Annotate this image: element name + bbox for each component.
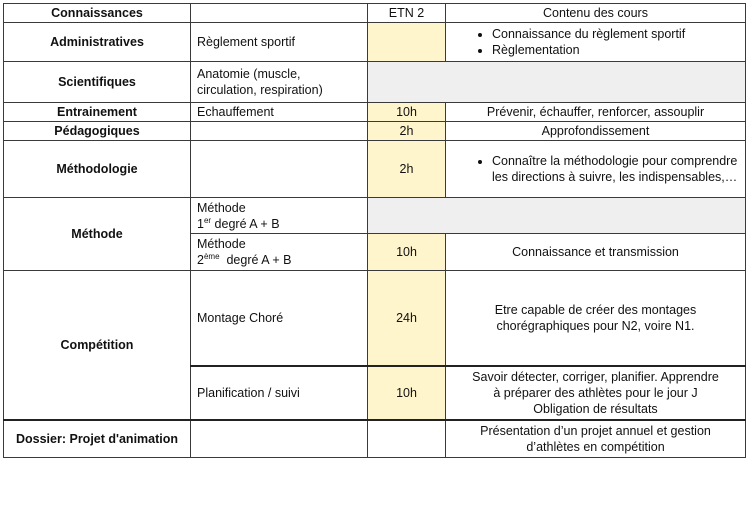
hours-empty [368, 420, 446, 458]
topic-empty [191, 122, 368, 141]
content-montage [446, 271, 746, 367]
content-methodologie [446, 141, 746, 198]
content-pedagogiques: Approfondissement [446, 122, 746, 141]
content-entrainement: Prévenir, échauffer, renforcer, assouplir [446, 103, 746, 122]
hours-entrainement: 10h [368, 103, 446, 122]
topic-methode-2 [191, 234, 368, 271]
topic-line [197, 252, 361, 268]
degree-number: 2 [197, 253, 204, 267]
hours-planification: 10h [368, 366, 446, 420]
table-header-row [4, 4, 746, 23]
topic-line: Méthode [197, 237, 246, 251]
topic-montage-chore: Montage Choré [191, 271, 368, 367]
topic-empty [191, 141, 368, 198]
content-line: Etre capable de créer des montages [494, 303, 697, 317]
empty-cell [368, 62, 746, 103]
hours-methodologie: 2h [368, 141, 446, 198]
topic-line: Méthode [197, 200, 246, 215]
content-bullet: • Connaître la méthodologie pour comprendre les directions à suivre, les indispensables,… [492, 153, 739, 185]
topic-echauffement: Echauffement [191, 103, 368, 122]
content-administratives [446, 23, 746, 62]
table-row-pedagogiques [4, 122, 746, 141]
topic-reglement: Règlement sportif [191, 23, 368, 62]
header-knowledge: Connaissances [4, 4, 191, 23]
degree-number: 1 [197, 216, 204, 231]
table-row-entrainement [4, 103, 746, 122]
content-line: Savoir détecter, corriger, planifier. Apprendre [472, 370, 719, 384]
degree-suffix: ème [203, 251, 220, 261]
content-bullet-list [452, 26, 739, 58]
empty-cell [368, 198, 746, 234]
course-table [3, 3, 746, 458]
category-competition: Compétition [4, 271, 191, 421]
table-row-administratives [4, 23, 746, 62]
category-administratives: Administratives [4, 23, 191, 62]
table-row-scientifiques [4, 62, 746, 103]
content-dossier [446, 420, 746, 458]
topic-line: circulation, respiration) [197, 83, 323, 97]
header-content: Contenu des cours [446, 4, 746, 23]
header-empty [191, 4, 368, 23]
content-line: chorégraphiques pour N2, voire N1. [496, 319, 695, 333]
topic-line [197, 216, 361, 232]
content-line: Obligation de résultats [533, 402, 658, 416]
content-bullet: • Connaissance du règlement sportif [492, 26, 739, 42]
table-row-methode [4, 198, 746, 234]
content-line: Présentation d’un projet annuel et gestion [480, 424, 711, 438]
hours-administratives [368, 23, 446, 62]
table-row-methodologie [4, 141, 746, 198]
topic-planification: Planification / suivi [191, 366, 368, 420]
topic-empty [191, 420, 368, 458]
category-scientifiques: Scientifiques [4, 62, 191, 103]
hours-pedagogiques: 2h [368, 122, 446, 141]
topic-line: Anatomie (muscle, [197, 67, 301, 81]
topic-methode-1 [191, 198, 368, 234]
content-line: à préparer des athlètes pour le jour J [493, 386, 698, 400]
content-planification [446, 366, 746, 420]
table-row-competition [4, 271, 746, 367]
degree-suffix: er [203, 215, 212, 225]
category-dossier: Dossier: Projet d'animation [4, 420, 191, 458]
topic-anatomie [191, 62, 368, 103]
content-methode: Connaissance et transmission [446, 234, 746, 271]
category-methodologie: Méthodologie [4, 141, 191, 198]
hours-methode: 10h [368, 234, 446, 271]
content-bullet-list [452, 153, 739, 185]
header-etn2: ETN 2 [368, 4, 446, 23]
degree-text: degré A + B [211, 216, 280, 231]
degree-text: degré A + B [219, 253, 292, 267]
category-entrainement: Entrainement [4, 103, 191, 122]
category-pedagogiques: Pédagogiques [4, 122, 191, 141]
content-bullet: • Règlementation [492, 42, 739, 58]
category-methode: Méthode [4, 198, 191, 271]
table-row-dossier [4, 420, 746, 458]
hours-montage: 24h [368, 271, 446, 367]
content-line: d’athlètes en compétition [526, 440, 665, 454]
